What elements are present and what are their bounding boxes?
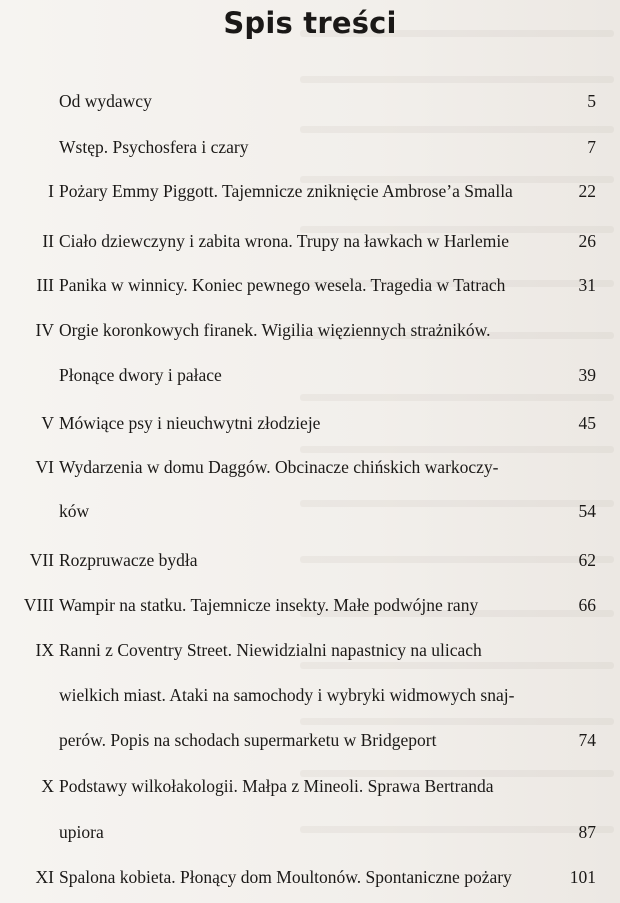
chapter-title: Orgie koronkowych firanek. Wigilia więziennych strażników. [59, 320, 491, 340]
chapter-title: ków [59, 501, 90, 521]
page-number: 39 [578, 365, 596, 385]
toc-entry-line [0, 545, 620, 575]
toc-entry-line [0, 132, 620, 162]
chapter-title: wielkich miast. Ataki na samochody i wybryki widmowych snaj- [59, 685, 515, 705]
chapter-title: Od wydawcy [59, 91, 152, 111]
chapter-number: XI [35, 867, 54, 887]
toc-entry-line [0, 86, 620, 116]
toc-entry-line [0, 635, 620, 665]
page-number: 54 [578, 501, 596, 521]
chapter-title: Pożary Emmy Piggott. Tajemnicze zniknięcie Ambrose’a Smalla [59, 181, 513, 201]
page-title: Spis treści [223, 6, 397, 40]
chapter-title: Ranni z Coventry Street. Niewidzialni napastnicy na ulicach [59, 640, 482, 660]
chapter-title: Panika w winnicy. Koniec pewnego wesela. Tragedia w Tatrach [59, 275, 506, 295]
page-number: 45 [578, 413, 596, 433]
chapter-number: IX [35, 640, 54, 660]
toc-entry-line [0, 817, 620, 847]
chapter-number: II [42, 231, 54, 251]
toc-entry-line [0, 771, 620, 801]
toc-entry-line [0, 862, 620, 892]
chapter-number: VII [29, 550, 54, 570]
toc-entry-line [0, 408, 620, 438]
chapter-title: Wydarzenia w domu Daggów. Obcinacze chińskich warkoczy- [59, 457, 499, 477]
chapter-title: upiora [59, 822, 104, 842]
toc-entry-line [0, 452, 620, 482]
chapter-title: Wstęp. Psychosfera i czary [59, 137, 249, 157]
page-number: 5 [587, 91, 596, 111]
page-number: 101 [569, 867, 596, 887]
toc-entry-line [0, 680, 620, 710]
chapter-number: VIII [23, 595, 54, 615]
chapter-number: VI [35, 457, 54, 477]
chapter-number: X [41, 776, 54, 796]
chapter-title: Rozpruwacze bydła [59, 550, 198, 570]
toc-entry-line [0, 315, 620, 345]
page-number: 31 [578, 275, 596, 295]
chapter-title: Mówiące psy i nieuchwytni złodzieje [59, 413, 321, 433]
chapter-title: perów. Popis na schodach supermarketu w Bridgeport [59, 730, 437, 750]
page-number: 66 [578, 595, 596, 615]
toc-entry-line [0, 176, 620, 206]
page-number: 26 [578, 231, 596, 251]
toc-entry-line [0, 226, 620, 256]
chapter-title: Podstawy wilkołakologii. Małpa z Mineoli. Sprawa Bertranda [59, 776, 494, 796]
page-number: 22 [578, 181, 596, 201]
chapter-number: IV [35, 320, 54, 340]
page-number: 74 [578, 730, 596, 750]
page-number: 87 [578, 822, 596, 842]
page-number: 62 [578, 550, 596, 570]
chapter-title: Ciało dziewczyny i zabita wrona. Trupy na ławkach w Harlemie [59, 231, 510, 251]
chapter-title: Spalona kobieta. Płonący dom Moultonów. Spontaniczne pożary [59, 867, 512, 887]
toc-entry-line [0, 360, 620, 390]
toc-entry-line [0, 725, 620, 755]
toc-entry-line [0, 590, 620, 620]
chapter-number: III [36, 275, 54, 295]
chapter-number: V [41, 413, 54, 433]
chapter-title: Płonące dwory i pałace [59, 365, 222, 385]
page-number: 7 [587, 137, 596, 157]
toc-entry-line [0, 496, 620, 526]
chapter-title: Wampir na statku. Tajemnicze insekty. Małe podwójne rany [59, 595, 479, 615]
toc-entry-line [0, 270, 620, 300]
chapter-number: I [48, 181, 54, 201]
